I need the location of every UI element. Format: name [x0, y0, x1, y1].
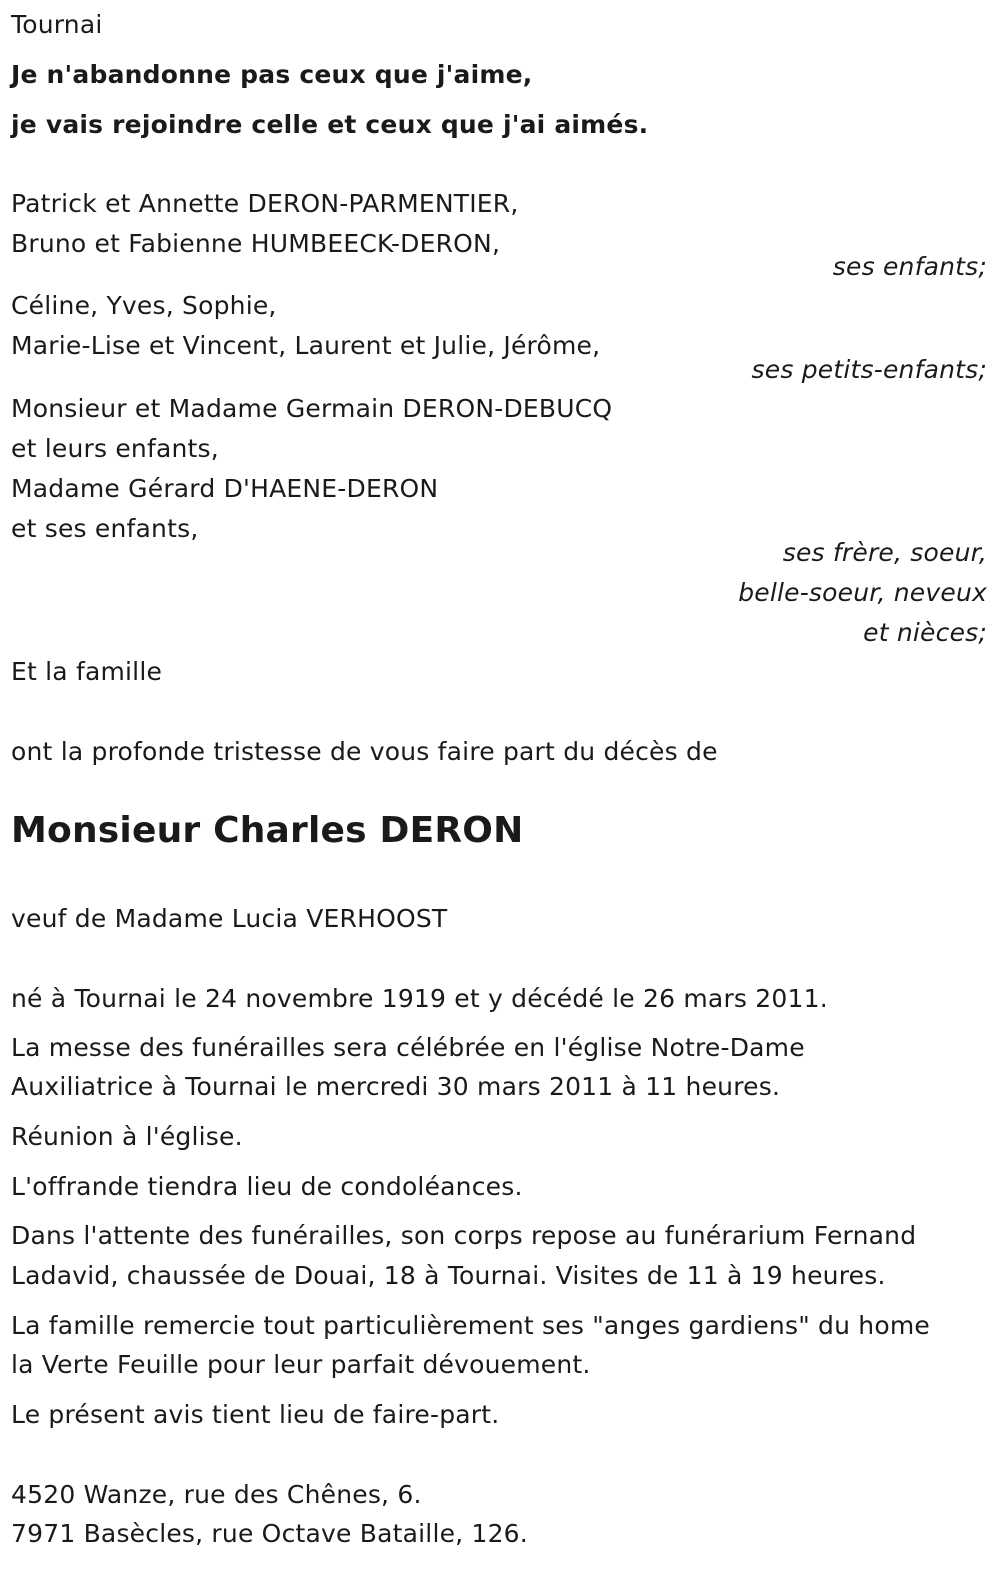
- siblings-line-4: et ses enfants,: [11, 514, 199, 543]
- children-line-1: Patrick et Annette DERON-PARMENTIER,: [11, 189, 519, 218]
- siblings-role-line-1: ses frère, soeur,: [782, 538, 987, 567]
- mass-line-1: La messe des funérailles sera célébrée en l'église Notre-Dame: [11, 1033, 805, 1062]
- children-role: ses enfants;: [832, 252, 987, 281]
- grandchildren-line-1: Céline, Yves, Sophie,: [11, 291, 277, 320]
- thanks-line-2: la Verte Feuille pour leur parfait dévouement.: [11, 1350, 591, 1379]
- children-line-2: Bruno et Fabienne HUMBEECK-DERON,: [11, 229, 501, 258]
- deceased-name: Monsieur Charles DERON: [11, 810, 524, 851]
- city-heading: Tournai: [11, 10, 103, 39]
- siblings-line-2: et leurs enfants,: [11, 434, 219, 463]
- family-line: Et la famille: [11, 657, 163, 686]
- siblings-line-1: Monsieur et Madame Germain DERON-DEBUCQ: [11, 394, 613, 423]
- thanks-line-1: La famille remercie tout particulièrement ses "anges gardiens" du home: [11, 1311, 930, 1340]
- siblings-role-line-3: et nièces;: [863, 618, 987, 647]
- grandchildren-role: ses petits-enfants;: [751, 355, 987, 384]
- rest-line-2: Ladavid, chaussée de Douai, 18 à Tournai. Visites de 11 à 19 heures.: [11, 1261, 886, 1290]
- quote-line-2: je vais rejoindre celle et ceux que j'ai aimés.: [11, 110, 649, 139]
- birth-death-line: né à Tournai le 24 novembre 1919 et y décédé le 26 mars 2011.: [11, 984, 828, 1013]
- offering-line: L'offrande tiendra lieu de condoléances.: [11, 1172, 523, 1201]
- siblings-role-line-2: belle-soeur, neveux: [738, 578, 987, 607]
- mass-line-2: Auxiliatrice à Tournai le mercredi 30 mars 2011 à 11 heures.: [11, 1072, 781, 1101]
- address-line-1: 4520 Wanze, rue des Chênes, 6.: [11, 1480, 422, 1509]
- siblings-line-3: Madame Gérard D'HAENE-DERON: [11, 474, 439, 503]
- widower-line: veuf de Madame Lucia VERHOOST: [11, 904, 448, 933]
- announcement-line: ont la profonde tristesse de vous faire part du décès de: [11, 737, 718, 766]
- quote-line-1: Je n'abandonne pas ceux que j'aime,: [11, 60, 533, 89]
- notice-line: Le présent avis tient lieu de faire-part.: [11, 1400, 500, 1429]
- meeting-line: Réunion à l'église.: [11, 1122, 243, 1151]
- rest-line-1: Dans l'attente des funérailles, son corps repose au funérarium Fernand: [11, 1221, 917, 1250]
- grandchildren-line-2: Marie-Lise et Vincent, Laurent et Julie, Jérôme,: [11, 331, 601, 360]
- address-line-2: 7971 Basècles, rue Octave Bataille, 126.: [11, 1519, 528, 1548]
